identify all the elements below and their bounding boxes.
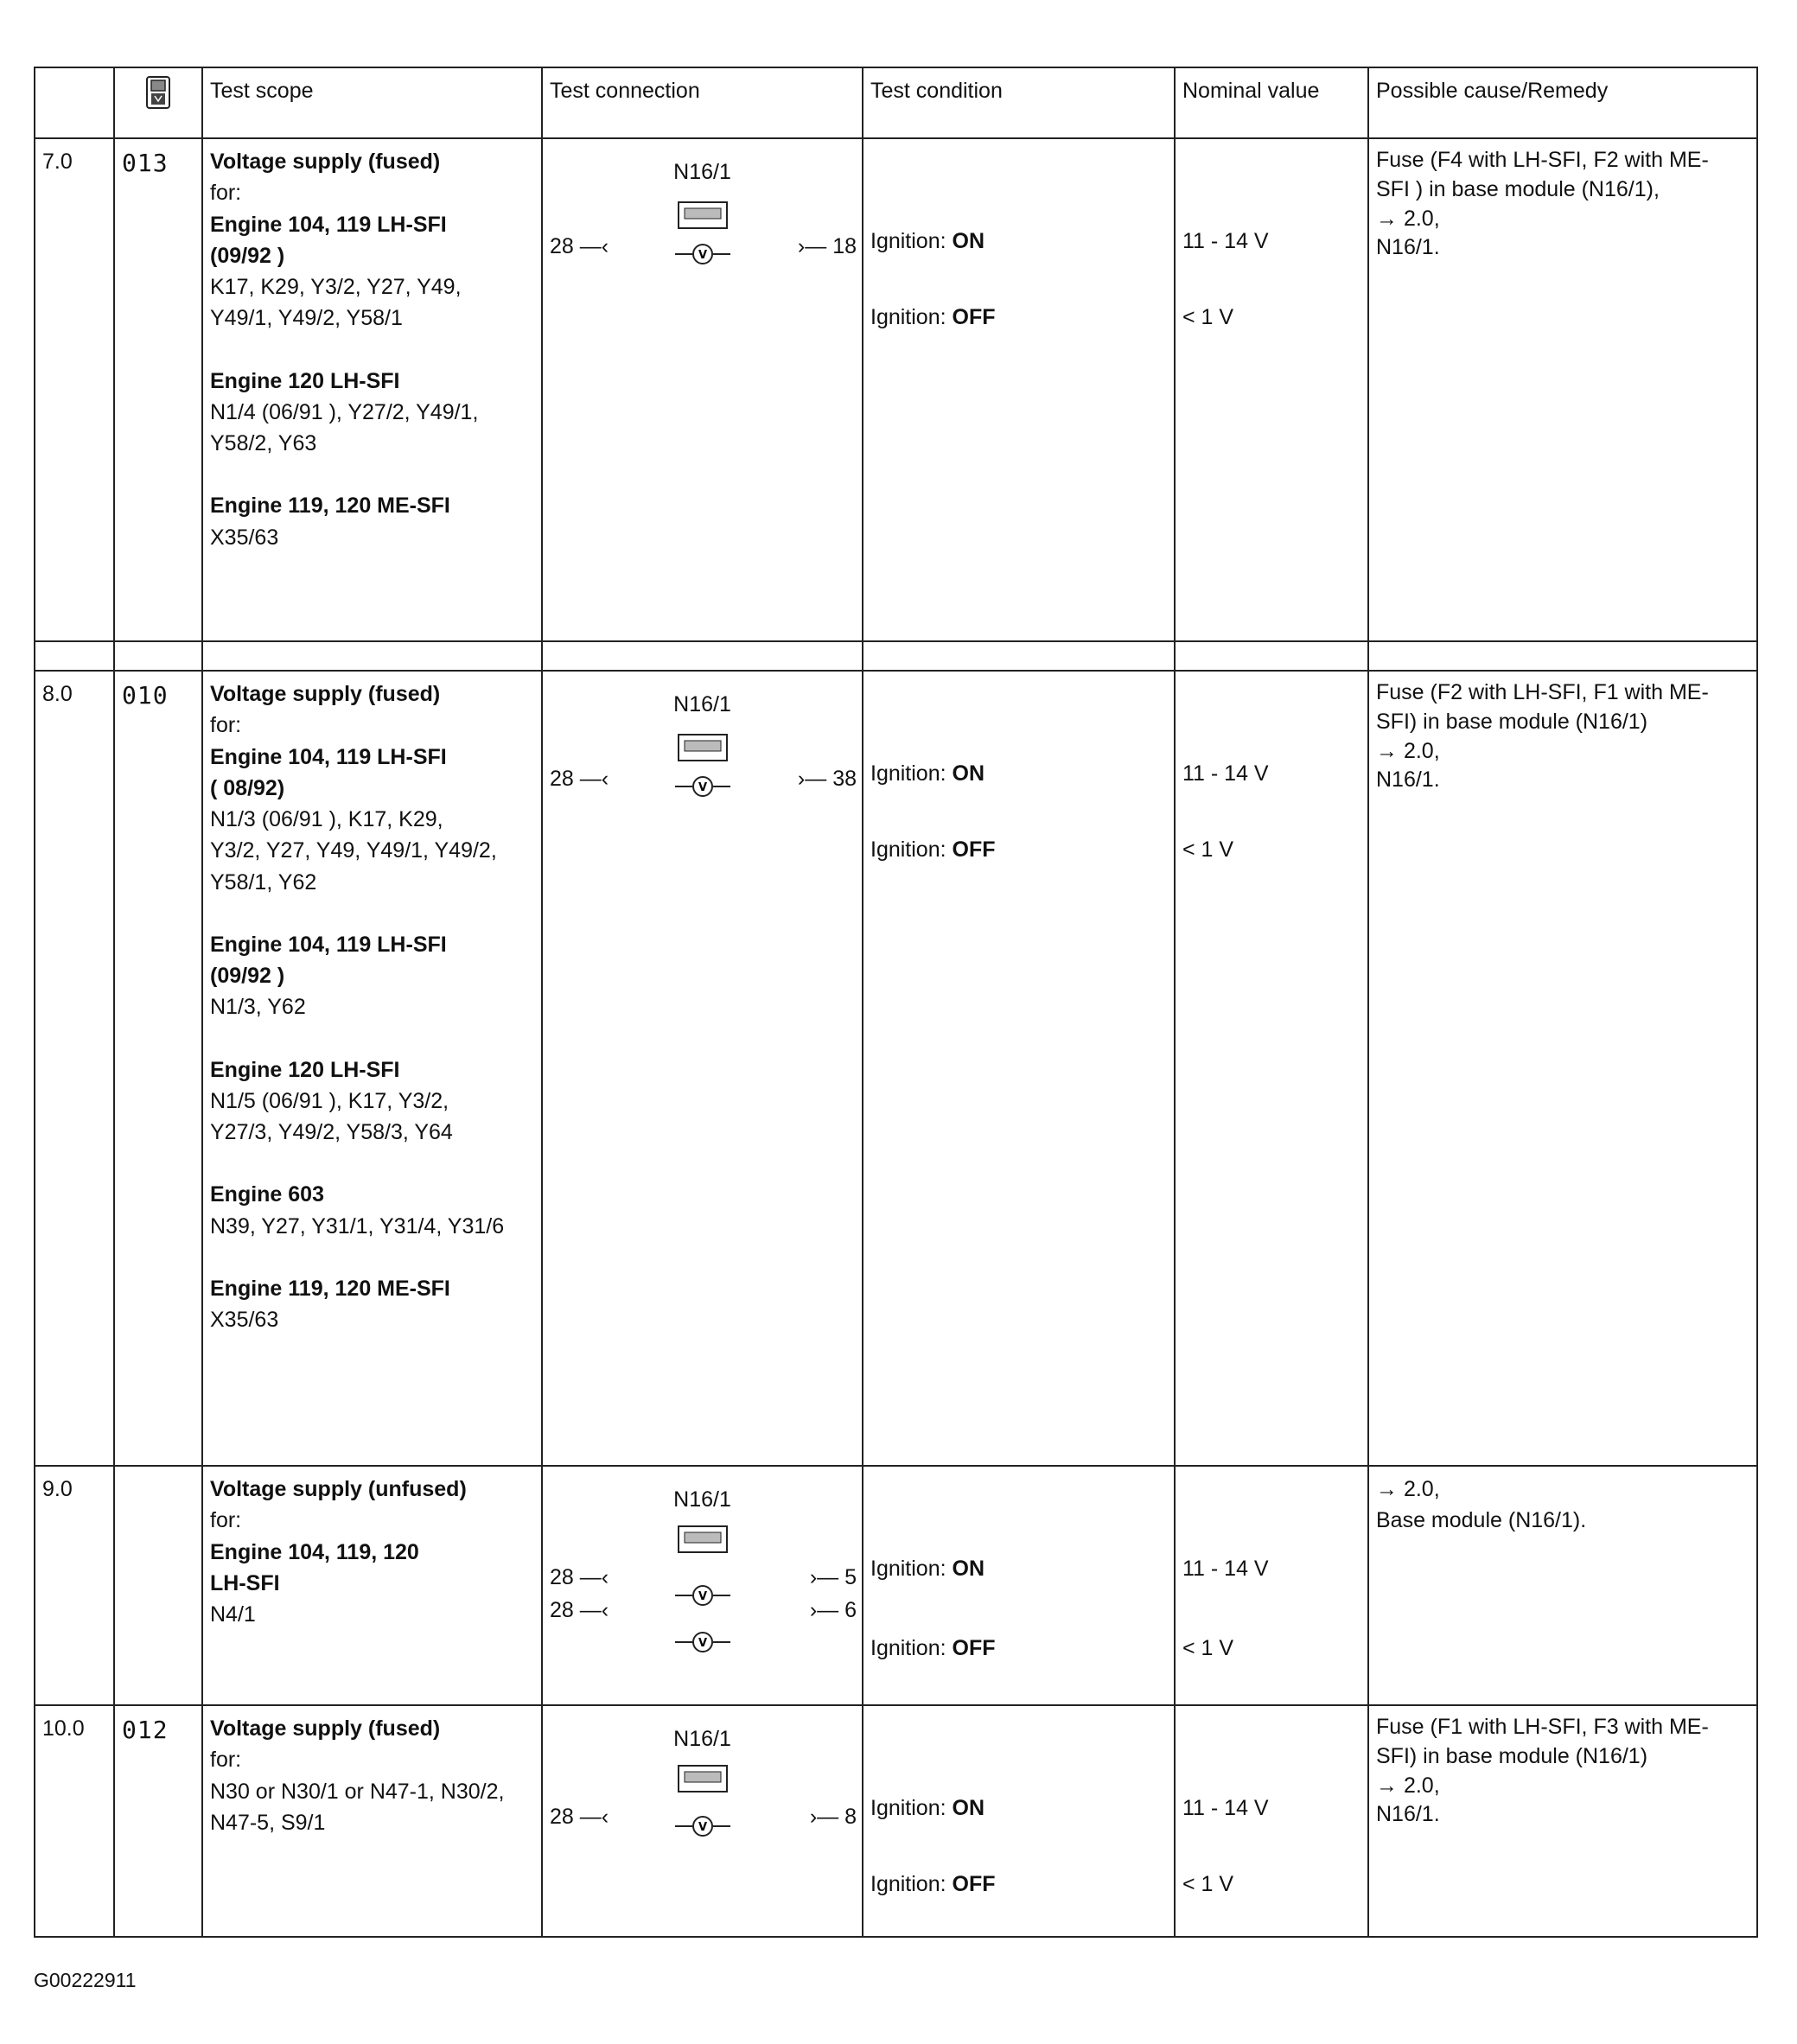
pin-left: 28 —‹ <box>550 234 609 258</box>
connector-icon <box>678 201 728 229</box>
fault-code: 013 <box>114 138 202 641</box>
voltmeter-icon <box>675 774 730 799</box>
test-connection-cell <box>542 138 863 641</box>
figure-id: G00222911 <box>34 1969 137 1991</box>
header-tester <box>114 67 202 138</box>
test-condition-cell: Ignition: ON Ignition: OFF <box>863 1466 1175 1705</box>
test-connection-cell <box>542 671 863 1466</box>
svg-text:V: V <box>698 1590 707 1603</box>
test-scope-cell: Voltage supply (unfused) for: Engine 104, 119, 120 LH-SFI N4/1 <box>202 1466 542 1705</box>
header-step <box>35 67 114 138</box>
pin-right-b: ›— 6 <box>809 1598 857 1622</box>
voltmeter-icon <box>675 1582 730 1608</box>
test-connection-cell <box>542 1466 863 1705</box>
pin-right: ›— 8 <box>809 1805 857 1829</box>
connector-icon <box>678 734 728 761</box>
step-number: 8.0 <box>35 671 114 1466</box>
voltmeter-icon <box>675 1813 730 1839</box>
test-condition-cell: Ignition: ON Ignition: OFF <box>863 1705 1175 1937</box>
table-row-8 <box>35 671 1757 1466</box>
pin-left-b: 28 —‹ <box>550 1598 609 1622</box>
connector-label: N16/1 <box>673 1727 731 1751</box>
svg-text:V: V <box>698 1821 707 1834</box>
connector-label: N16/1 <box>673 1487 731 1512</box>
svg-text:V: V <box>698 249 707 262</box>
test-scope-cell: Voltage supply (fused) for: Engine 104, 119 LH-SFI ( 08/92) N1/3 (06/91 ), K17, K29, Y3/2, Y27, Y49, Y49/1, Y49/2, Y58/1, Y62 Engine 104, 119 LH-SFI (09/92 ) N1/3, Y62 Engine 120 LH-SFI N1/5 (06/91 ), K17, Y3/2, Y27/3, Y49/2, Y58/3, Y64 Engine 603 N39, Y27, Y31/1, Y31/4, Y31/6 Engine 119, 120 ME-SFI X35/63 <box>202 671 542 1466</box>
pin-left: 28 —‹ <box>550 767 609 791</box>
voltmeter-icon <box>675 1629 730 1655</box>
step-number: 7.0 <box>35 138 114 641</box>
connector-label: N16/1 <box>673 160 731 184</box>
spacer-row <box>35 641 1757 671</box>
fault-code: 012 <box>114 1705 202 1937</box>
test-connection-cell <box>542 1705 863 1937</box>
diagnosis-table <box>34 67 1758 1938</box>
test-scope-cell: Voltage supply (fused) for: Engine 104, 119 LH-SFI (09/92 ) K17, K29, Y3/2, Y27, Y49, Y49/1, Y49/2, Y58/1 Engine 120 LH-SFI N1/4 (06/91 ), Y27/2, Y49/1, Y58/2, Y63 Engine 119, 120 ME-SFI X35/63 <box>202 138 542 641</box>
voltmeter-icon <box>675 241 730 267</box>
remedy-cell: Fuse (F2 with LH-SFI, F1 with ME- SFI) in base module (N16/1) → 2.0, N16/1. <box>1368 671 1757 1466</box>
remedy-cell: → 2.0, Base module (N16/1). <box>1368 1466 1757 1705</box>
nominal-value-cell: 11 - 14 V < 1 V <box>1175 671 1368 1466</box>
pin-right-a: ›— 5 <box>809 1565 857 1589</box>
table-row-10 <box>35 1705 1757 1937</box>
header-test-condition: Test condition <box>863 67 1175 138</box>
header-test-scope: Test scope <box>202 67 542 138</box>
pin-right: ›— 38 <box>797 767 857 791</box>
test-scope-cell: Voltage supply (fused) for: N30 or N30/1 or N47-1, N30/2, N47-5, S9/1 <box>202 1705 542 1937</box>
step-number: 10.0 <box>35 1705 114 1937</box>
connector-icon <box>678 1525 728 1553</box>
fault-code: 010 <box>114 671 202 1466</box>
connector-label: N16/1 <box>673 692 731 716</box>
nominal-value-cell: 11 - 14 V < 1 V <box>1175 1705 1368 1937</box>
tester-icon <box>145 75 171 110</box>
table-row-9 <box>35 1466 1757 1705</box>
table-row-7 <box>35 138 1757 641</box>
svg-text:V: V <box>698 1637 707 1650</box>
pin-left-a: 28 —‹ <box>550 1565 609 1589</box>
header-nominal-value: Nominal value <box>1175 67 1368 138</box>
remedy-cell: Fuse (F4 with LH-SFI, F2 with ME- SFI ) in base module (N16/1), → 2.0, N16/1. <box>1368 138 1757 641</box>
test-condition-cell: Ignition: ON Ignition: OFF <box>863 138 1175 641</box>
connector-icon <box>678 1765 728 1792</box>
fault-code <box>114 1466 202 1705</box>
step-number: 9.0 <box>35 1466 114 1705</box>
nominal-value-cell: 11 - 14 V < 1 V <box>1175 138 1368 641</box>
svg-text:V: V <box>698 781 707 794</box>
pin-left: 28 —‹ <box>550 1805 609 1829</box>
nominal-value-cell: 11 - 14 V < 1 V <box>1175 1466 1368 1705</box>
pin-right: ›— 18 <box>797 234 857 258</box>
header-test-connection: Test connection <box>542 67 863 138</box>
header-row <box>35 67 1757 138</box>
remedy-cell: Fuse (F1 with LH-SFI, F3 with ME- SFI) in base module (N16/1) → 2.0, N16/1. <box>1368 1705 1757 1937</box>
test-condition-cell: Ignition: ON Ignition: OFF <box>863 671 1175 1466</box>
header-remedy: Possible cause/Remedy <box>1368 67 1757 138</box>
